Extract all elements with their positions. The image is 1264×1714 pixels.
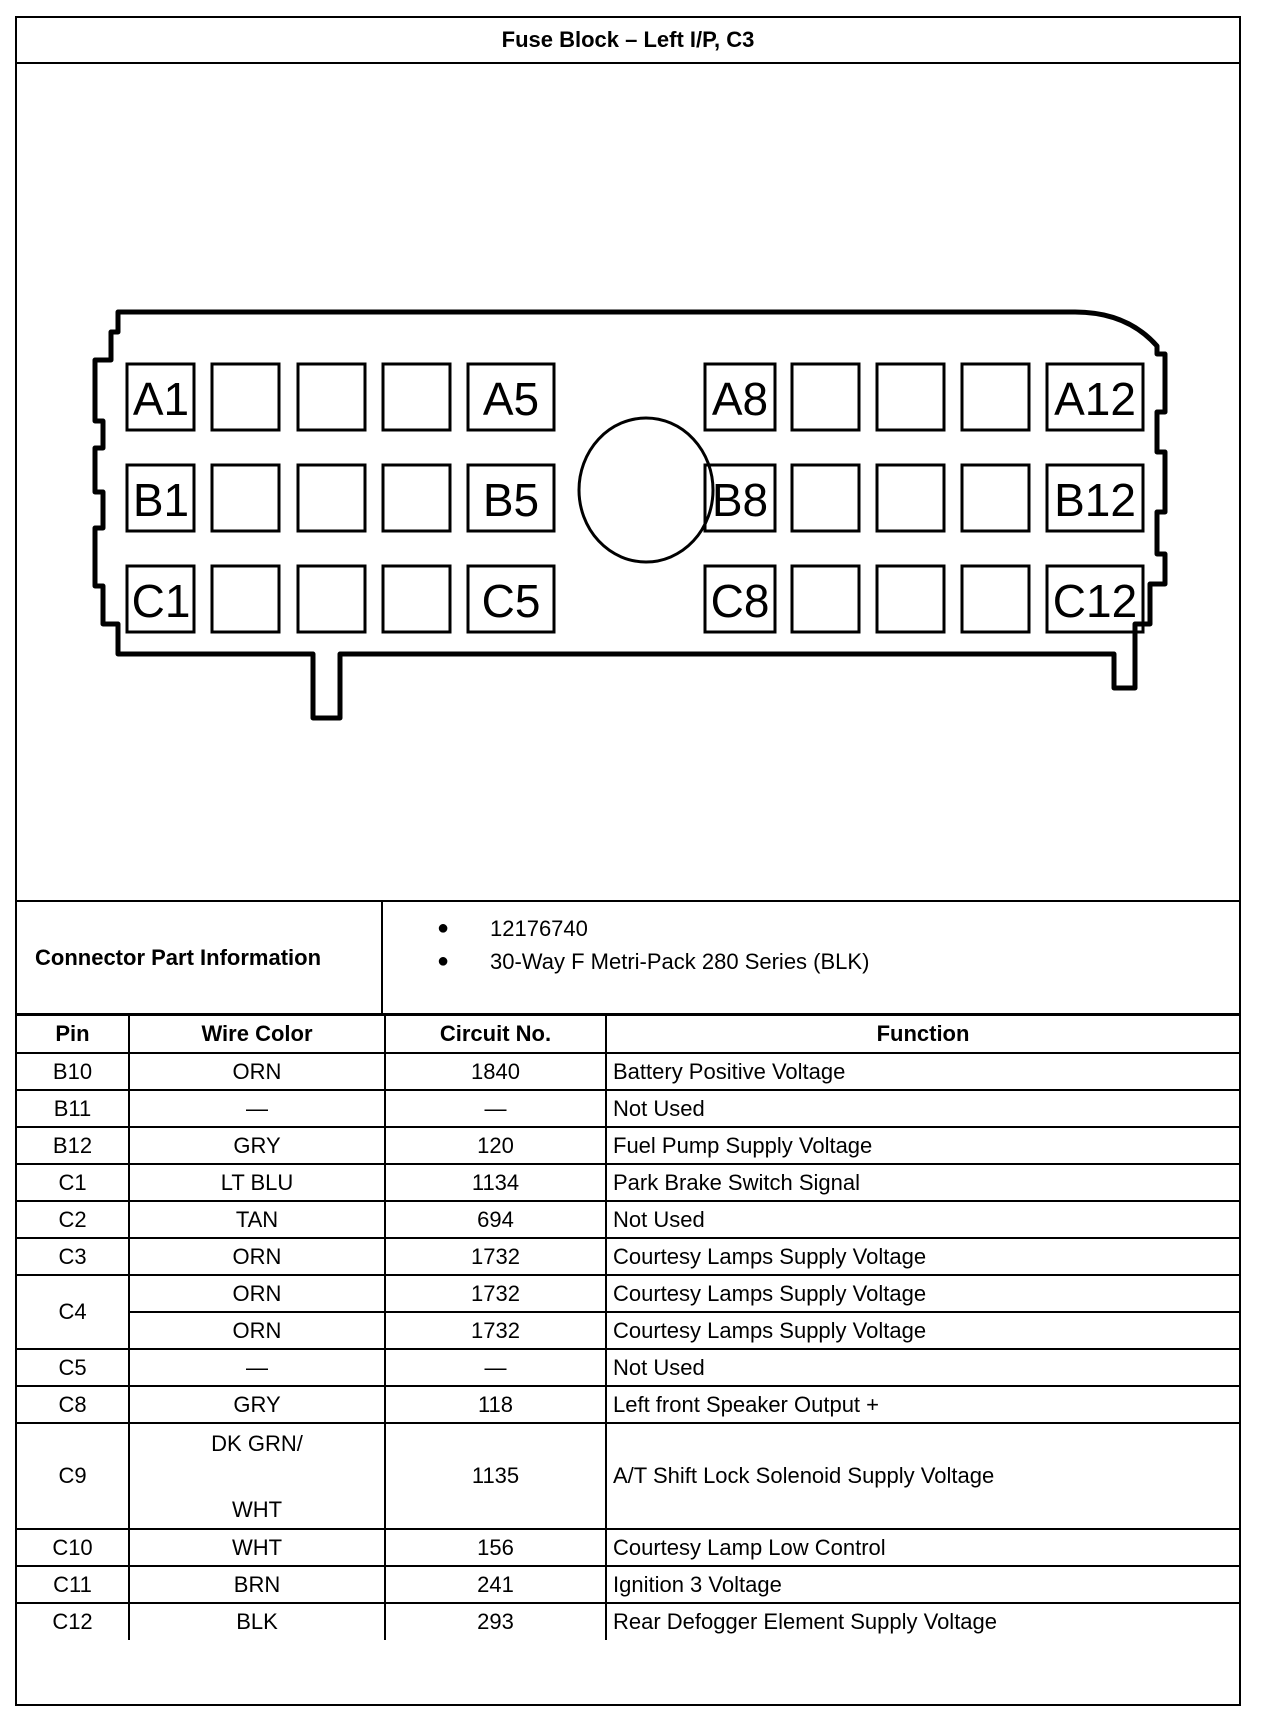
- function-cell: Rear Defogger Element Supply Voltage: [606, 1603, 1239, 1640]
- pin-cell: C5: [17, 1349, 129, 1386]
- cavity-box: [383, 364, 450, 430]
- table-row: [17, 1312, 1239, 1349]
- connector-end-view-sheet: [15, 16, 1241, 1706]
- connector-diagram: [17, 64, 1239, 902]
- cavity-box: [212, 364, 279, 430]
- function-cell: Fuel Pump Supply Voltage: [606, 1127, 1239, 1164]
- connector-part-info-label: Connector Part Information: [17, 902, 383, 1013]
- table-row: [17, 1566, 1239, 1603]
- table-row: [17, 1164, 1239, 1201]
- function-cell: Not Used: [606, 1201, 1239, 1238]
- circuit-cell: 1840: [385, 1053, 606, 1090]
- circuit-cell: 118: [385, 1386, 606, 1423]
- wire-color-cell: [129, 1423, 385, 1529]
- table-row: [17, 1603, 1239, 1640]
- cavity-box: [792, 566, 859, 632]
- cavity-box: [792, 364, 859, 430]
- cavity-label-a8: A8: [711, 373, 769, 425]
- cavity-label-a12: A12: [1054, 373, 1136, 425]
- part-number: 12176740: [490, 916, 588, 941]
- connector-face-drawing: [17, 64, 1239, 902]
- wire-color-line-2: WHT: [231, 1496, 283, 1522]
- pin-cell: C12: [17, 1603, 129, 1640]
- function-cell: Courtesy Lamps Supply Voltage: [606, 1238, 1239, 1275]
- wire-color-cell: ORN: [129, 1275, 385, 1312]
- circuit-cell: —: [385, 1349, 606, 1386]
- function-cell: Courtesy Lamps Supply Voltage: [606, 1275, 1239, 1312]
- list-item: [383, 912, 1239, 945]
- circuit-cell: 694: [385, 1201, 606, 1238]
- table-row: [17, 1090, 1239, 1127]
- circuit-cell: 120: [385, 1127, 606, 1164]
- circuit-cell: 1135: [385, 1423, 606, 1529]
- circuit-cell: 1732: [385, 1275, 606, 1312]
- pin-cell: C8: [17, 1386, 129, 1423]
- function-cell: Courtesy Lamps Supply Voltage: [606, 1312, 1239, 1349]
- wire-color-cell: GRY: [129, 1386, 385, 1423]
- pinout-table: [17, 1016, 1239, 1640]
- wire-color-cell: BLK: [129, 1603, 385, 1640]
- cavity-box: [298, 566, 365, 632]
- table-row: [17, 1275, 1239, 1312]
- table-row: [17, 1201, 1239, 1238]
- circuit-cell: 241: [385, 1566, 606, 1603]
- wire-color-cell: WHT: [129, 1529, 385, 1566]
- pin-cell: B11: [17, 1090, 129, 1127]
- table-row: [17, 1386, 1239, 1423]
- cavity-box: [962, 566, 1029, 632]
- cavity-label-b5: B5: [482, 474, 540, 526]
- table-row: [17, 1529, 1239, 1566]
- cavity-box: [212, 566, 279, 632]
- cavity-grid: [127, 364, 1143, 632]
- cavity-box: [383, 465, 450, 531]
- bullet-icon: ●: [437, 950, 450, 972]
- wire-color-cell: —: [129, 1090, 385, 1127]
- cavity-box: [212, 465, 279, 531]
- header-circuit-no: Circuit No.: [385, 1016, 606, 1053]
- pin-cell: C1: [17, 1164, 129, 1201]
- table-row: [17, 1127, 1239, 1164]
- page-title: Fuse Block – Left I/P, C3: [17, 18, 1239, 64]
- pin-cell: C9: [17, 1423, 129, 1529]
- wire-color-cell: ORN: [129, 1312, 385, 1349]
- circuit-cell: 1732: [385, 1312, 606, 1349]
- pin-cell: C11: [17, 1566, 129, 1603]
- cavity-label-c8: C8: [710, 575, 770, 627]
- wire-color-cell: —: [129, 1349, 385, 1386]
- wire-color-cell: BRN: [129, 1566, 385, 1603]
- circuit-cell: 156: [385, 1529, 606, 1566]
- wire-color-line-1: DK GRN/: [211, 1430, 303, 1456]
- connector-part-info-row: [17, 902, 1239, 1016]
- cavity-label-a5: A5: [482, 373, 540, 425]
- table-row: [17, 1053, 1239, 1090]
- function-cell: Not Used: [606, 1349, 1239, 1386]
- pin-cell: B12: [17, 1127, 129, 1164]
- wire-color-cell: TAN: [129, 1201, 385, 1238]
- header-pin: Pin: [17, 1016, 129, 1053]
- cavity-label-a1: A1: [132, 373, 190, 425]
- pin-cell: C10: [17, 1529, 129, 1566]
- bullet-icon: ●: [437, 917, 450, 939]
- wire-color-cell: ORN: [129, 1053, 385, 1090]
- polarization-key-circle: [579, 418, 713, 562]
- wire-color-spacer: [130, 1460, 384, 1493]
- cavity-box: [298, 364, 365, 430]
- function-cell: Not Used: [606, 1090, 1239, 1127]
- list-item: [383, 945, 1239, 978]
- pin-cell: B10: [17, 1053, 129, 1090]
- cavity-box: [792, 465, 859, 531]
- wire-color-cell: GRY: [129, 1127, 385, 1164]
- wire-color-cell: LT BLU: [129, 1164, 385, 1201]
- table-row: [17, 1238, 1239, 1275]
- cavity-box: [962, 465, 1029, 531]
- connector-part-info-list: [383, 902, 1239, 1013]
- wire-color-cell: ORN: [129, 1238, 385, 1275]
- cavity-label-c1: C1: [131, 575, 191, 627]
- cavity-box: [877, 364, 944, 430]
- cavity-label-c5: C5: [481, 575, 541, 627]
- pin-cell: C3: [17, 1238, 129, 1275]
- function-cell: Ignition 3 Voltage: [606, 1566, 1239, 1603]
- function-cell: Left front Speaker Output +: [606, 1386, 1239, 1423]
- cavity-box: [383, 566, 450, 632]
- function-cell: Park Brake Switch Signal: [606, 1164, 1239, 1201]
- circuit-cell: —: [385, 1090, 606, 1127]
- cavity-box: [962, 364, 1029, 430]
- cavity-box: [877, 465, 944, 531]
- pin-cell: C4: [17, 1275, 129, 1349]
- table-row: [17, 1349, 1239, 1386]
- pin-cell: C2: [17, 1201, 129, 1238]
- function-cell: Battery Positive Voltage: [606, 1053, 1239, 1090]
- cavity-label-c12: C12: [1052, 575, 1138, 627]
- cavity-label-b8: B8: [711, 474, 769, 526]
- connector-housing-outline: [95, 312, 1165, 718]
- header-function: Function: [606, 1016, 1239, 1053]
- circuit-cell: 293: [385, 1603, 606, 1640]
- cavity-label-b12: B12: [1054, 474, 1136, 526]
- header-wire-color: Wire Color: [129, 1016, 385, 1053]
- cavity-box: [877, 566, 944, 632]
- circuit-cell: 1732: [385, 1238, 606, 1275]
- function-cell: A/T Shift Lock Solenoid Supply Voltage: [606, 1423, 1239, 1529]
- table-row: [17, 1423, 1239, 1529]
- function-cell: Courtesy Lamp Low Control: [606, 1529, 1239, 1566]
- cavity-box: [298, 465, 365, 531]
- table-header-row: [17, 1016, 1239, 1053]
- connector-description: 30-Way F Metri-Pack 280 Series (BLK): [490, 949, 870, 974]
- cavity-label-b1: B1: [132, 474, 190, 526]
- circuit-cell: 1134: [385, 1164, 606, 1201]
